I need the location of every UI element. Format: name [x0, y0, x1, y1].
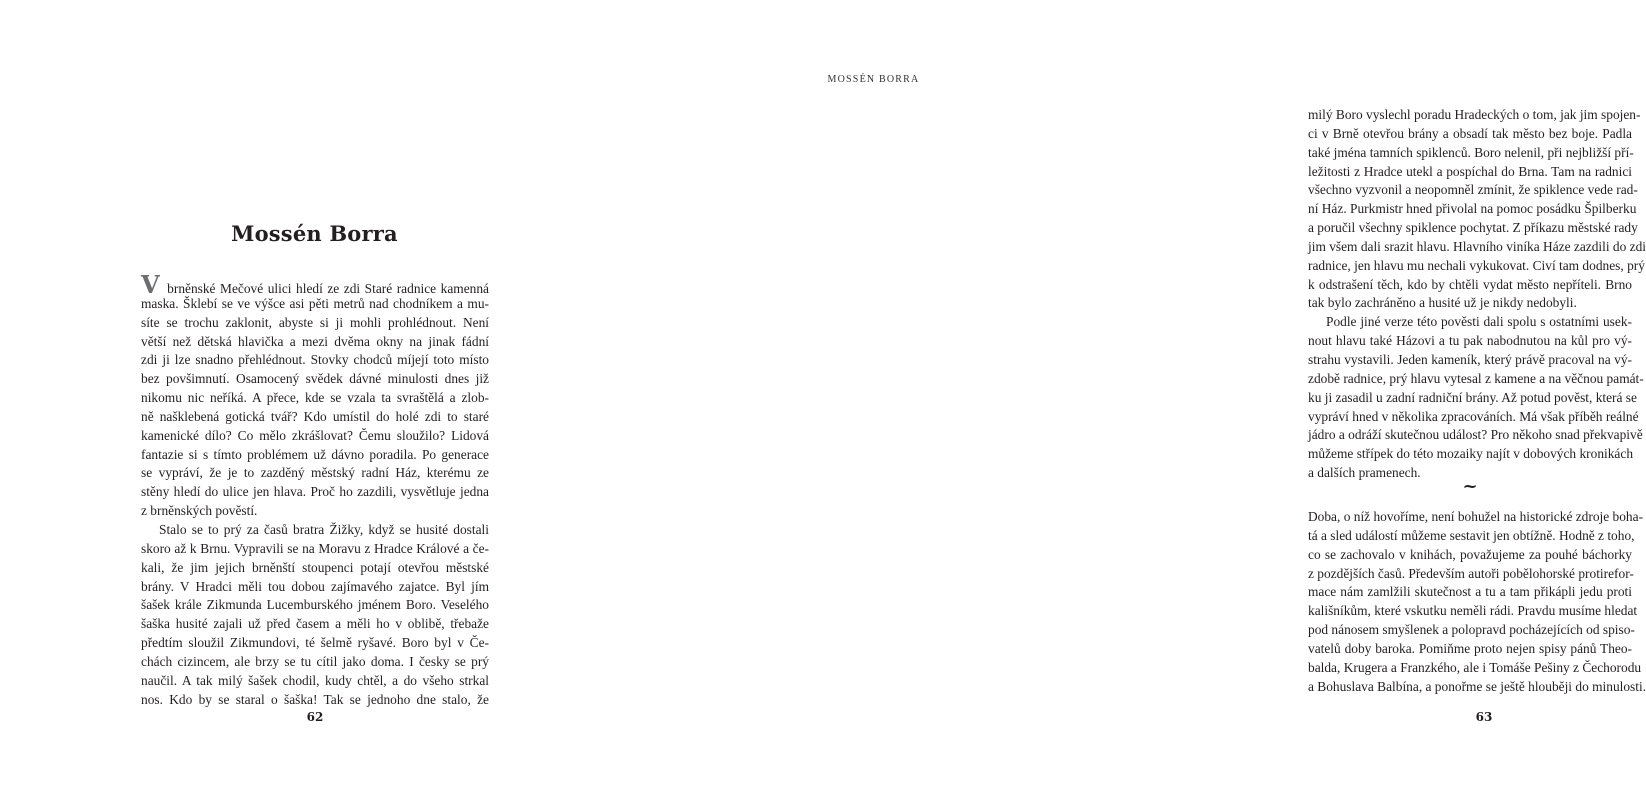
text-line	[141, 333, 489, 352]
line-text: a poručil všechny spiklence pochytat. Z příkazu městské rady	[1308, 220, 1638, 236]
text-line	[1308, 144, 1632, 163]
line-text: jádro a odráží skutečnou událost? Pro někoho snad překvapivě	[1308, 427, 1643, 443]
text-line	[1308, 602, 1638, 621]
text-line	[1308, 546, 1632, 565]
line-text: z pozdějších časů. Především autoři pobělohorské protirefor-	[1308, 565, 1634, 581]
text-line	[1308, 565, 1632, 584]
line-text: zdobě radnice, prý hlavu vytesal z kamene a na věčnou památ-	[1308, 370, 1644, 386]
text-line	[1308, 276, 1632, 295]
line-text: naučil. A tak milý šašek chodil, kudy chtěl, a do všeho strkal	[141, 672, 489, 688]
line-text: maska. Šklebí se ve výšce asi pěti metrů nad chodníkem a mu-	[141, 295, 489, 311]
text-line	[141, 295, 489, 314]
line-text: šašek krále Zikmunda Lucemburského jménem Boro. Veselého	[141, 597, 489, 613]
line-text: jim všem dali srazit hlavu. Hlavního viníka Háze zazdili do zdi	[1308, 238, 1646, 254]
text-line	[141, 653, 489, 672]
line-text: nos. Kdo by se staral o šaška! Tak se jednoho dne stalo, že	[141, 691, 489, 707]
page-number-right: 63	[1475, 710, 1493, 724]
line-text: radnice, jen hlavu mu nechali vykukovat. Civí tam dodnes, prý	[1308, 257, 1645, 273]
line-text: všechno vyzvonil a neopomněl zmínit, že spiklence vede rad-	[1308, 182, 1638, 198]
line-text: můžeme střípek do této mozaiky najít v dobových kronikách	[1308, 446, 1634, 462]
text-line	[1308, 527, 1635, 546]
line-text: milý Boro vyslechl poradu Hradeckých o tom, jak jim spojen-	[1308, 107, 1641, 122]
line-text: kamenické dílo? Co mělo zkrášlovat? Čemu sloužilo? Lidová	[141, 427, 489, 443]
text-line	[141, 370, 489, 389]
text-line	[141, 615, 489, 634]
text-line	[1308, 163, 1632, 182]
text-line	[1308, 219, 1638, 238]
line-text: brněnské Mečové ulici hledí ze zdi Staré radnice kamenná	[162, 281, 489, 296]
drop-cap: V	[141, 270, 160, 299]
line-text: šaška husité zajali už před časem a měli ho v oblibě, třebaže	[141, 616, 489, 632]
line-text: nikomu nic neříká. A přece, kde se vzala ta svraštělá a zlob-	[141, 390, 489, 406]
text-line	[141, 634, 489, 653]
text-line	[141, 446, 489, 465]
line-text: Doba, o níž hovoříme, není bohužel na historické zdroje boha-	[1308, 509, 1644, 524]
text-line	[1308, 181, 1638, 200]
text-line	[141, 427, 489, 446]
running-head: MOSSÉN BORRA	[827, 74, 920, 85]
text-line	[1308, 351, 1632, 370]
line-text: strahu vystavili. Jeden kameník, který právě pracoval na vý-	[1308, 351, 1632, 367]
line-text: kali, že jim jejich brněnští stoupenci potají otevřou městské	[141, 559, 489, 575]
line-text: větší než dětská hlavička a mezi dvěma okny na jinak fádní	[141, 333, 489, 349]
line-text: chách cizincem, ale brzy se tu cítil jako doma. I česky se prý	[141, 653, 489, 669]
left-page	[0, 0, 600, 800]
text-line	[1308, 294, 1632, 313]
line-text: z brněnských pověstí.	[141, 503, 258, 519]
text-line	[141, 464, 489, 483]
text-line	[1308, 621, 1635, 640]
line-text: a dalších pramenech.	[1308, 465, 1421, 481]
text-line	[1308, 313, 1632, 332]
line-text: tá a sled událostí můžeme sestavit jen obtížně. Hodně z toho,	[1308, 527, 1635, 543]
text-line	[141, 578, 489, 597]
line-text: k odstrašení těch, kdo by chtěli vydat město nepříteli. Brno	[1308, 276, 1632, 292]
line-text: se vypráví, že je to zazděný městský radní Ház, kterému ze	[141, 465, 489, 481]
line-text: stěny hledí do ulice jen hlava. Proč ho zazdili, vysvětluje jedna	[141, 484, 489, 500]
text-line	[141, 672, 489, 691]
line-text: bez povšimnutí. Osamocený svědek dávné minulosti dnes již	[141, 371, 489, 387]
text-line	[1308, 408, 1639, 427]
line-text: fantazie si s tímto problémem už dávno poradila. Po generace	[141, 446, 489, 462]
line-text: balda, Krugera a Franzkého, ale i Tomáše Pešiny z Čechorodu	[1308, 659, 1642, 675]
section-break-ornament: ~	[1462, 476, 1478, 497]
line-text: zdi ji lze snadno přehlédnout. Stovky chodců míjejí toto místo	[141, 352, 489, 368]
line-text: kališníkům, které vskutku neměli rádi. Pravdu musíme hledat	[1308, 603, 1638, 619]
text-line	[1308, 445, 1632, 464]
text-line	[141, 408, 489, 427]
line-text: a Bohuslava Balbína, a ponořme se ještě hlouběji do minulosti.	[1308, 678, 1646, 694]
text-line	[1308, 332, 1632, 351]
text-line	[1308, 370, 1644, 389]
text-line	[1308, 640, 1632, 659]
text-line	[1308, 125, 1632, 144]
line-text: vatelů doby baroka. Pomiňme proto nejen spisy pánů Theo-	[1308, 640, 1632, 656]
text-line	[1308, 238, 1646, 257]
text-line	[1308, 200, 1637, 219]
text-line	[1308, 508, 1644, 527]
line-text: také jména tamních spiklenců. Boro nelenil, při nejbližší pří-	[1308, 144, 1634, 160]
text-line	[141, 559, 489, 578]
line-text: ku ji zasadil u zadní radniční brány. Až potud pověst, která se	[1308, 389, 1637, 405]
line-text: ležitosti z Hradce utekl a pospíchal do Brna. Tam na radnici	[1308, 163, 1632, 179]
right-page-body-section-2	[1308, 508, 1646, 696]
line-text: skoro až k Brnu. Vypravili se na Moravu z Hradce Králové a če-	[141, 540, 489, 556]
text-line	[1308, 583, 1632, 602]
right-page	[600, 0, 1646, 800]
chapter-title: Mossén Borra	[231, 221, 398, 247]
text-line	[141, 502, 489, 521]
line-text: nout hlavu také Házovi a tu pak nabodnutou na kůl pro vý-	[1308, 333, 1632, 349]
text-line	[1308, 257, 1645, 276]
line-text: Podle jiné verze této pověsti dali spolu s ostatními usek-	[1326, 314, 1632, 330]
line-text: Stalo se to prý za časů bratra Žižky, když se husité dostali	[159, 521, 489, 537]
line-text: ně našklebená gotická tvář? Kdo umístil do holé zdi to staré	[141, 408, 489, 424]
right-page-body-section-1	[1308, 106, 1646, 483]
text-line	[1308, 389, 1637, 408]
text-line	[141, 351, 489, 370]
line-text: mace nám zamlžili skutečnost a tu a tam přikápli jedu proti	[1308, 584, 1632, 600]
text-line	[141, 314, 489, 333]
line-text: vypráví hned v několika zpracováních. Má však příběh reálné	[1308, 408, 1639, 424]
text-line	[141, 270, 489, 299]
text-line	[1308, 678, 1646, 697]
line-text: pod nánosem smyšlenek a polopravd pocházejících od spiso-	[1308, 622, 1635, 638]
text-line	[141, 596, 489, 615]
line-text: předtím sloužil Zikmundovi, té šelmě ryšavé. Boro byl v Če-	[141, 635, 489, 651]
left-page-body	[141, 270, 489, 709]
text-line	[1308, 106, 1641, 125]
page-number-left: 62	[306, 710, 324, 724]
line-text: co se zachovalo v knihách, považujeme za pouhé báchorky	[1308, 546, 1632, 562]
text-line	[141, 389, 489, 408]
text-line	[141, 521, 489, 540]
text-line	[141, 540, 489, 559]
line-text: síte se trochu zaklonit, abyste si ji mohli prohlédnout. Není	[141, 314, 489, 330]
text-line	[141, 691, 489, 710]
text-line	[1308, 659, 1642, 678]
line-text: ci v Brně otevřou brány a obsadí tak město bez boje. Padla	[1308, 125, 1632, 141]
line-text: brány. V Hradci měli tou dobou zajímavého zajatce. Byl jím	[141, 578, 489, 594]
line-text: tak bylo zachráněno a husité už je nikdy nedobyli.	[1308, 295, 1577, 311]
line-text: ní Ház. Purkmistr hned přivolal na pomoc posádku Špilberku	[1308, 201, 1637, 217]
text-line	[141, 483, 489, 502]
text-line	[1308, 426, 1643, 445]
